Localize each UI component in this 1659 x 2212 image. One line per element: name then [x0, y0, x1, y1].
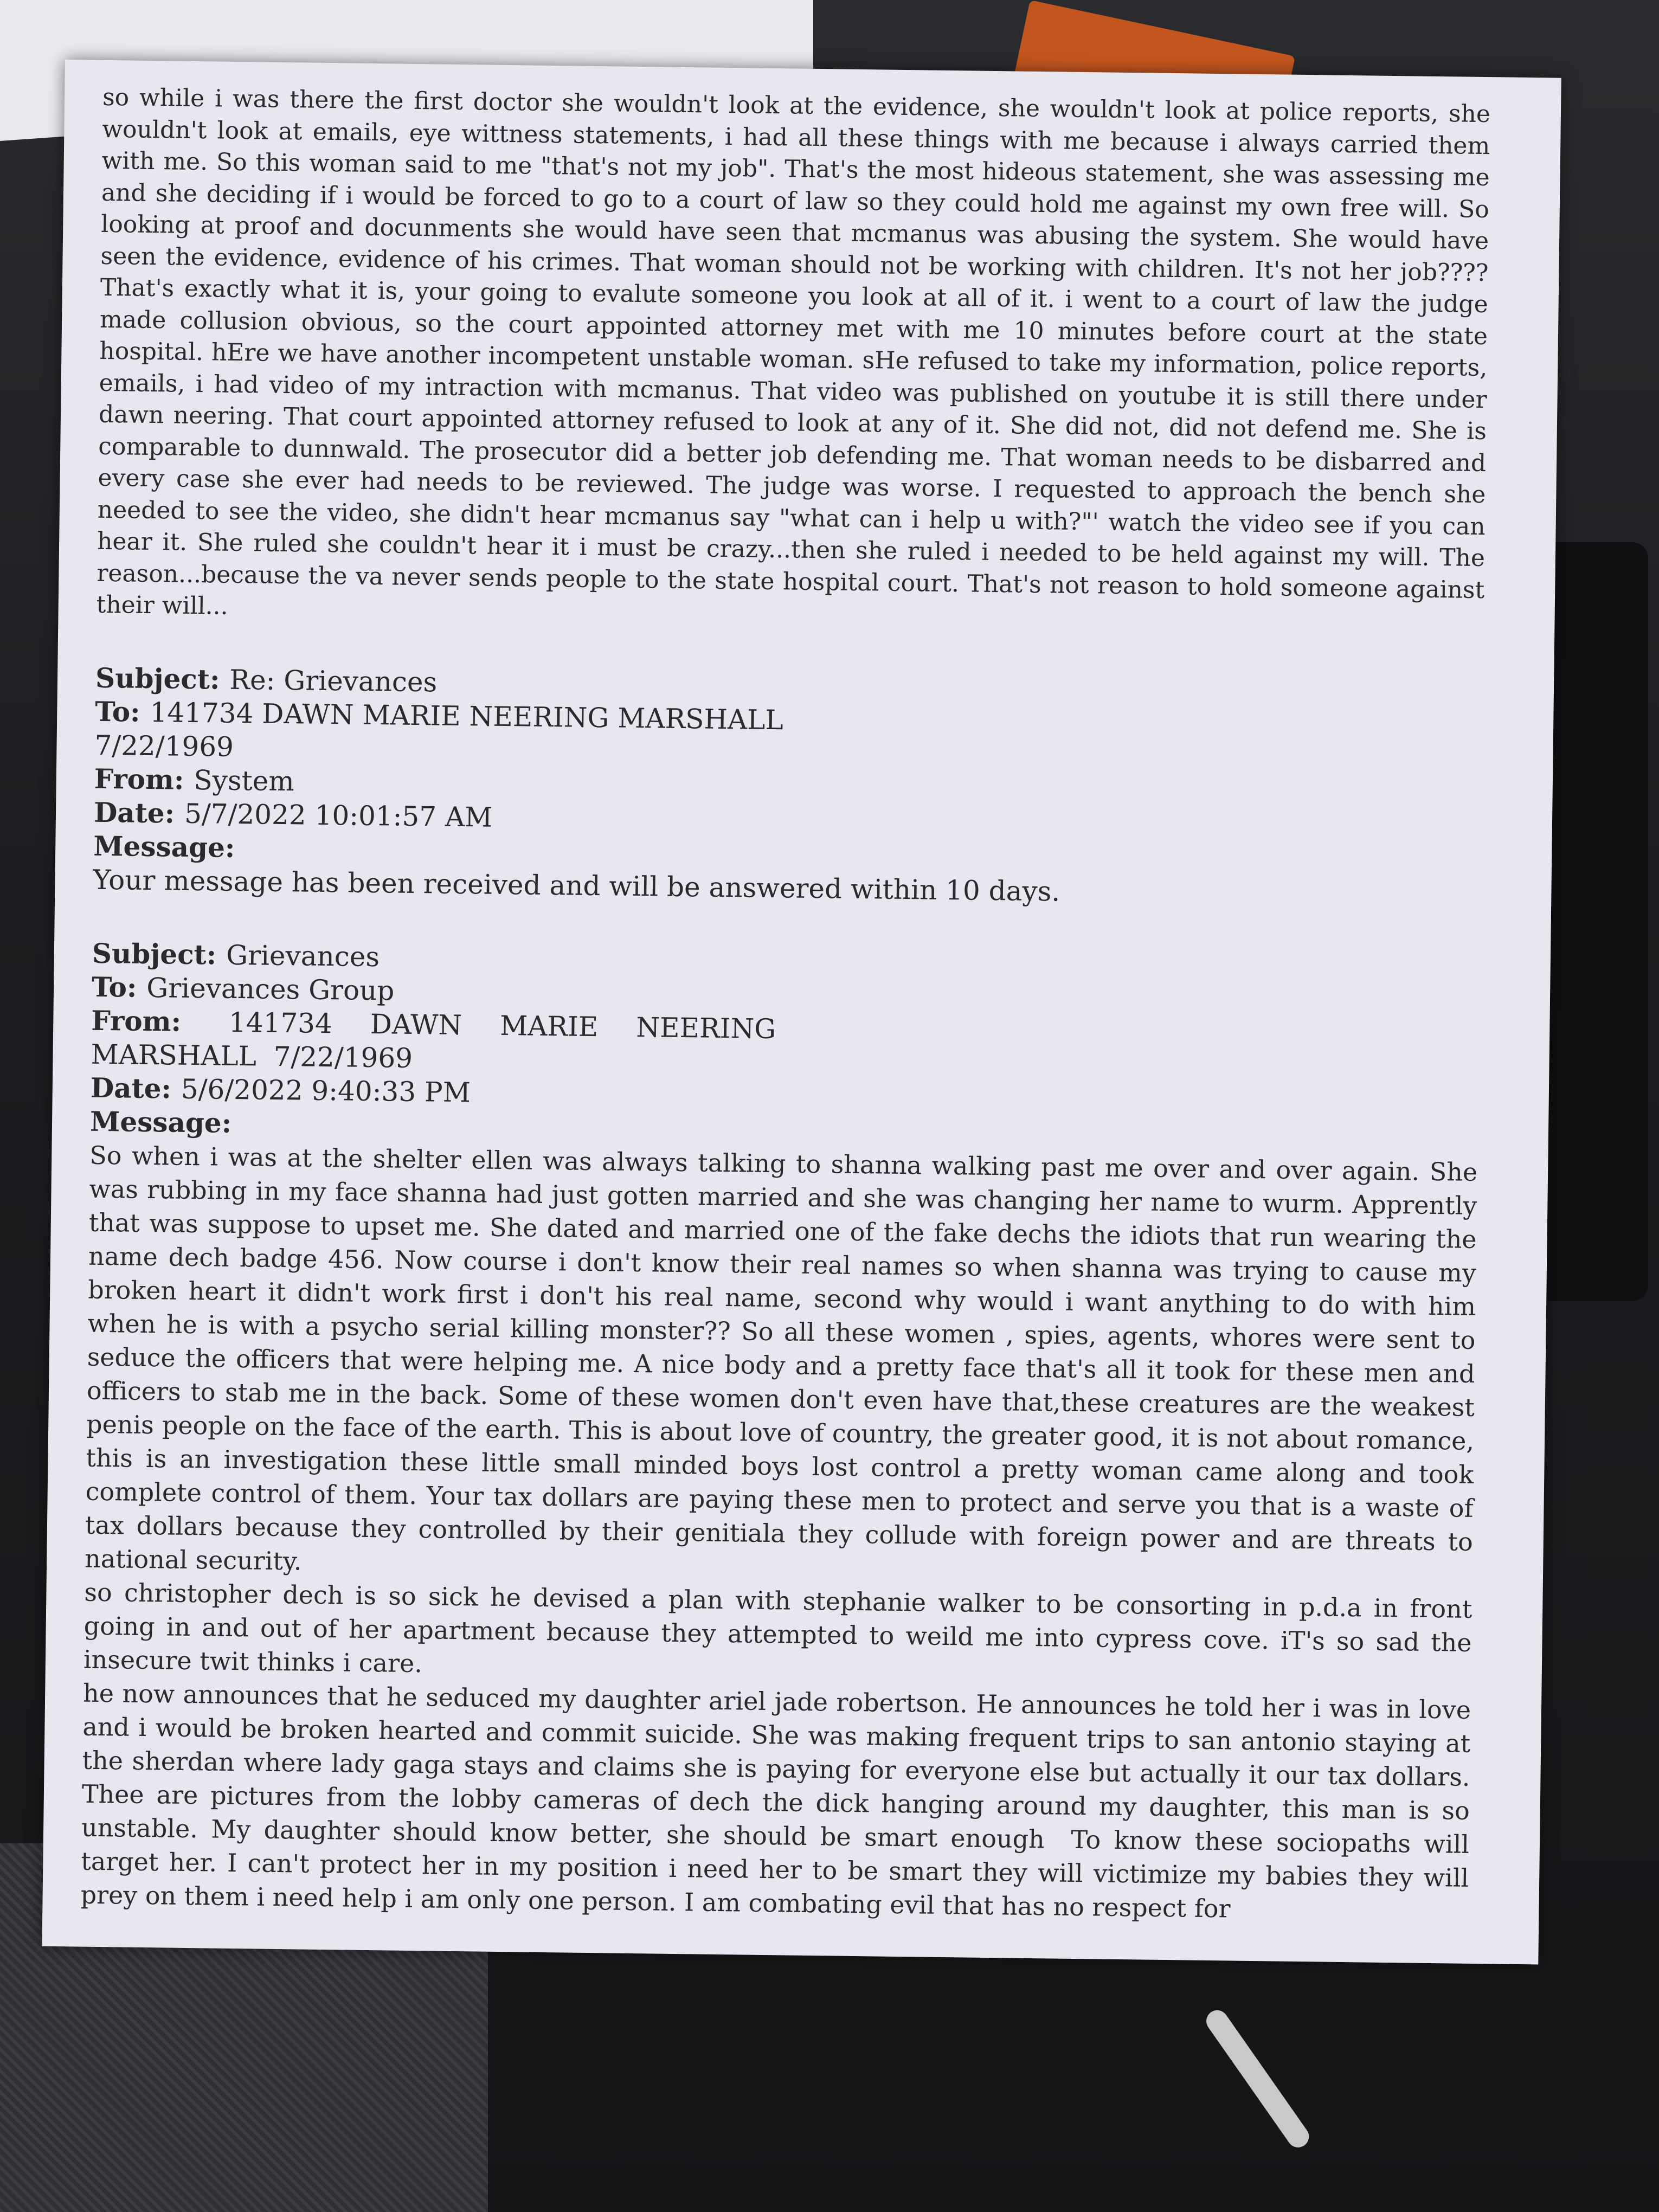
from-label: From: [91, 1004, 182, 1038]
reply-to-cont: 7/22/1969 [94, 729, 234, 763]
intro-paragraph: so while i was there the first doctor she wouldn't look at the evidence, she wouldn't look at police reports, she wouldn't look at emails, eye wittness statements, i had all these things with me because i always carried them with me. So this woman said to me "that's not my job". That's the most hideous statement, she was assessing me and she deciding if i would be forced to go to a court of law so they could hold me against my own free will. So looking at proof and docunments she would have seen that mcmanus was abusing the system. She would have seen the evidence, evidence of his crimes. That woman should not be working with children. It's not her job???? That's exactly what it is, your going to evalute someone you look at all of it. i went to a court of law the judge made collusion obvious, so the court appointed attorney met with me 10 minutes before court at the state hospital. hEre we have another incompetent unstable woman. sHe refused to take my information, police reports, emails, i had video of my intraction with mcmanus. That video was published on youtube it is still there under dawn neering. That court appointed attorney refused to look at any of it. She did not, did not defend me. She is comparable to dunnwald. The prosecutor did a better job defending me. That woman needs to be disbarred and every case she ever had needs to be reviewed. The judge was worse. I requested to approach the bench she needed to see the video, she didn't hear mcmanus say "what can i help u with?"' watch the video see if you can hear it. She ruled she couldn't hear it i must be crazy...then she ruled i needed to be held against my will. The reason...because the va never sends people to the state hospital court. That's not reason to hold someone against their will... [96, 83, 1499, 620]
original-date: 5/6/2022 9:40:33 PM [181, 1073, 471, 1108]
reply-message-text: Your message has been received and will be answered within 10 days. [93, 864, 1060, 908]
original-body-paragraph-3: he now announces that he seduced my daughter ariel jade robertson. He announces he told her i was in love and i would be broken hearted and commit suicide. She was making frequent trips to san antonio staying at the sherdan where lady gaga stays and claims she is paying for everyone else but actually it our tax dollars. Thee are pictures from the lobby cameras of dech the dick hanging around my daughter, this man is so unstable. My daughter should know better, she should be smart enough To know these sociopaths will target her. I can't protect her in my position i need her to be smart they will victimize my babies they will prey on them i need help i am only one person. I am combating evil that has no respect for [80, 1678, 1479, 1924]
date-label: Date: [90, 1071, 172, 1105]
to-label: To: [91, 970, 137, 1004]
to-label: To: [94, 695, 140, 728]
from-first: DAWN [370, 1008, 462, 1041]
reply-message-label: Message: [93, 829, 235, 864]
from-label: From: [94, 762, 184, 796]
original-to: Grievances Group [146, 972, 395, 1007]
printed-page [42, 60, 1561, 1964]
original-subject: Grievances [226, 939, 380, 973]
original-from-cont: MARSHALL 7/22/1969 [91, 1038, 413, 1074]
reply-to: 141734 DAWN MARIE NEERING MARSHALL [150, 696, 783, 736]
page-content [80, 82, 1499, 1928]
reply-from: System [194, 764, 295, 797]
original-body-paragraph-1: So when i was at the shelter ellen was always talking to shanna walking past me over and over again. She was rubbing in my face shanna had just gotten married and she was changing her name to wurm. Apprently that was suppose to upset me. She dated and married one of the fake dechs the idiots that run wearing the name dech badge 456. Now course i don't know their real names so when shanna was trying to cause my broken heart it didn't work first i don't his real name, second why would i want anything to do with him when he is with a psycho serial killing monster?? So all these women , spies, agents, whores were sent to seduce the officers that were helping me. A nice body and a pretty face that's all it took for these men and officers to stab me in the back. Some of these women don't even have that,these creatures are the weakest penis people on the face of the earth. This is about love of country, the greater good, it is not about romance, this is an investigation these little small minded boys lost control a pretty woman came along and took complete control of them. Your tax dollars are paying these men to protect and serve you that is a waste of tax dollars because they controlled by their genitiala they collude with foreign power and are threats to national security. [84, 1140, 1478, 1576]
from-id: 141734 [228, 1006, 333, 1039]
original-body-paragraph-2: so christopher dech is so sick he devised a plan with stephanie walker to be consorting in p.d.a in front going in and out of her apartment because they attempted to weild me into cypress cove. iT's so sad the insecure twit thinks i care. [83, 1577, 1472, 1678]
reply-message [93, 661, 1483, 913]
original-message-label: Message: [89, 1105, 232, 1139]
from-last: NEERING [636, 1011, 776, 1045]
date-label: Date: [93, 796, 175, 829]
subject-label: Subject: [92, 937, 217, 971]
original-message [90, 936, 1480, 1155]
subject-label: Subject: [95, 661, 220, 696]
from-middle: MARIE [499, 1009, 599, 1043]
reply-subject: Re: Grievances [229, 664, 438, 698]
reply-date: 5/7/2022 10:01:57 AM [184, 798, 493, 833]
